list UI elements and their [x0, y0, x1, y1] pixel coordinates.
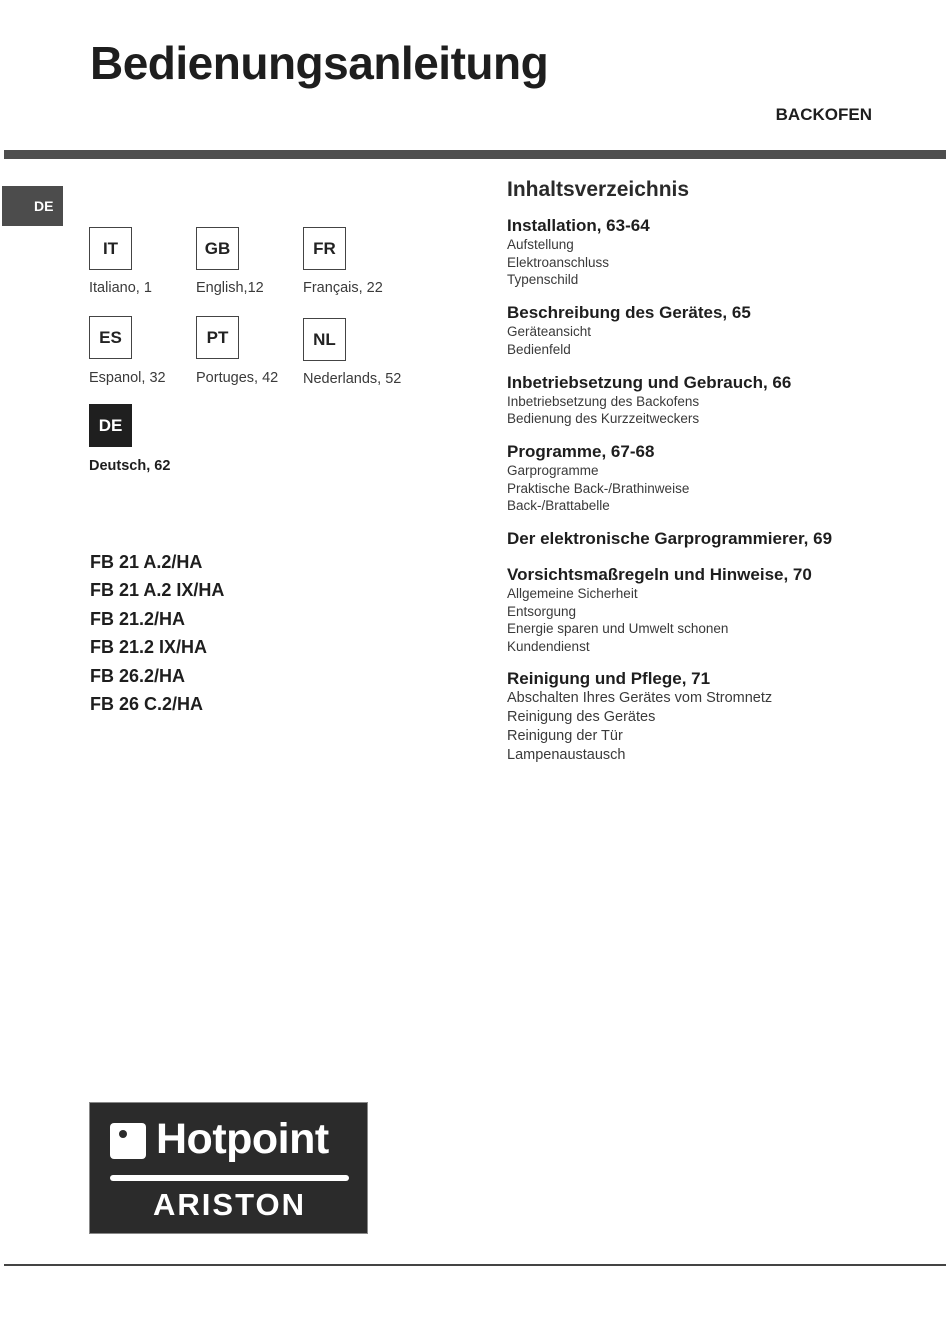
toc-item[interactable]: Bedienfeld	[507, 341, 571, 357]
toc-section-vorsicht	[507, 565, 937, 655]
header-divider	[4, 150, 946, 159]
toc-item[interactable]: Garprogramme	[507, 462, 599, 478]
logo-sub: ARISTON	[153, 1187, 306, 1222]
logo-mark-icon	[110, 1123, 146, 1159]
toc-section-installation	[507, 216, 937, 289]
toc-section-title[interactable]: Beschreibung des Gerätes, 65	[507, 303, 751, 323]
logo-brand: Hotpoint	[156, 1115, 329, 1163]
lang-label-it: Italiano, 1	[89, 280, 152, 296]
toc-section-beschreibung	[507, 303, 937, 358]
toc-section-title[interactable]: Programme, 67-68	[507, 441, 655, 461]
lang-box-it[interactable]: IT	[89, 227, 132, 270]
lang-box-fr[interactable]: FR	[303, 227, 346, 270]
toc-section-programme	[507, 442, 937, 515]
toc-item[interactable]: Praktische Back-/Brathinweise	[507, 480, 690, 496]
toc-item[interactable]: Entsorgung	[507, 603, 577, 619]
toc-item[interactable]: Aufstellung	[507, 237, 574, 252]
model-list	[90, 548, 224, 718]
toc-item[interactable]: Reinigung der Tür	[507, 728, 623, 745]
model-name: FB 21 A.2 IX/HA	[90, 580, 225, 601]
model-name: FB 26.2/HA	[90, 665, 186, 686]
model-name: FB 21 A.2/HA	[90, 552, 203, 572]
logo-divider	[110, 1175, 349, 1181]
model-name: FB 26 C.2/HA	[90, 693, 204, 714]
toc-section-garprogrammierer	[507, 529, 937, 549]
toc-item[interactable]: Bedienung des Kurzzeitweckers	[507, 411, 700, 427]
model-name: FB 21.2 IX/HA	[90, 637, 208, 658]
product-type: BACKOFEN	[775, 105, 872, 124]
toc-item[interactable]: Lampenaustausch	[507, 747, 626, 764]
lang-label-gb: English,12	[196, 280, 264, 296]
lang-label-de: Deutsch, 62	[89, 458, 171, 474]
page-title: Bedienungsanleitung	[90, 37, 549, 89]
toc-section-title[interactable]: Der elektronische Garprogrammierer, 69	[507, 529, 833, 549]
toc-item[interactable]: Energie sparen und Umwelt schonen	[507, 621, 729, 637]
lang-label-nl: Nederlands, 52	[303, 371, 402, 387]
toc-item[interactable]: Typenschild	[507, 272, 579, 288]
toc-item[interactable]: Back-/Brattabelle	[507, 498, 610, 514]
toc-item[interactable]: Geräteansicht	[507, 324, 592, 340]
toc-item[interactable]: Abschalten Ihres Gerätes vom Stromnetz	[507, 690, 773, 707]
side-tab-label: DE	[34, 198, 54, 214]
toc-item[interactable]: Inbetriebsetzung des Backofens	[507, 393, 700, 409]
lang-box-es[interactable]: ES	[89, 316, 132, 359]
toc-section-title[interactable]: Vorsichtsmaßregeln und Hinweise, 70	[507, 565, 812, 585]
lang-label-fr: Français, 22	[303, 280, 383, 296]
toc-item[interactable]: Elektroanschluss	[507, 254, 610, 270]
lang-box-pt[interactable]: PT	[196, 316, 239, 359]
toc-heading: Inhaltsverzeichnis	[507, 178, 690, 201]
lang-label-es: Espanol, 32	[89, 370, 166, 386]
toc-section-reinigung	[507, 669, 937, 765]
toc-section-title[interactable]: Reinigung und Pflege, 71	[507, 669, 711, 689]
hotpoint-ariston-logo	[89, 1102, 368, 1234]
lang-box-gb[interactable]: GB	[196, 227, 239, 270]
toc-section-title[interactable]: Inbetriebsetzung und Gebrauch, 66	[507, 372, 792, 392]
lang-box-nl[interactable]: NL	[303, 318, 346, 361]
toc-section-inbetriebsetzung	[507, 373, 937, 428]
lang-label-pt: Portuges, 42	[196, 370, 279, 386]
toc-item[interactable]: Reinigung des Gerätes	[507, 709, 656, 726]
footer-divider	[4, 1264, 946, 1266]
toc-item[interactable]: Allgemeine Sicherheit	[507, 586, 638, 602]
language-side-tab	[2, 186, 63, 226]
toc-section-title[interactable]: Installation, 63-64	[507, 216, 650, 235]
table-of-contents	[507, 178, 937, 779]
lang-box-de-active[interactable]: DE	[89, 404, 132, 447]
model-name: FB 21.2/HA	[90, 608, 186, 629]
toc-item[interactable]: Kundendienst	[507, 638, 590, 654]
